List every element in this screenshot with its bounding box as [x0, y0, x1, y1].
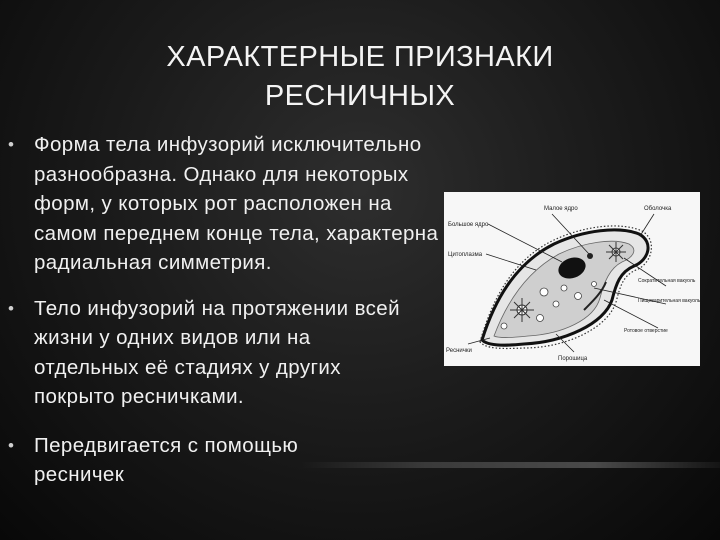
bullet-list — [0, 130, 440, 490]
label-contractile-vacuole: Сократительная вакуоль — [638, 278, 696, 284]
label-powder: Порошица — [558, 356, 588, 362]
label-cilia: Реснички — [446, 348, 472, 354]
footer-divider — [300, 462, 720, 468]
micronucleus — [587, 253, 593, 259]
bullet-item-1 — [0, 130, 444, 278]
paramecium-diagram — [444, 192, 700, 366]
bullet-text: Форма тела инфузорий исключительно разнообразна. Однако для некоторых форм, у которых рот расположен на самом переднем конце тела, характерна радиальная симметрия. — [34, 133, 439, 274]
label-digestive-vacuole: Пищеварительная вакуоль — [638, 298, 700, 304]
paramecium-drawing — [444, 192, 700, 366]
bullet-marker: • — [8, 298, 15, 318]
label-small-nucleus: Малое ядро — [544, 206, 578, 212]
slide-title — [60, 38, 660, 116]
bullet-marker: • — [8, 435, 15, 455]
bullet-item-3 — [0, 431, 394, 490]
bullet-marker: • — [8, 135, 15, 154]
bullet-item-2 — [0, 294, 414, 412]
label-large-nucleus: Большое ядро — [448, 222, 489, 228]
label-cytoplasm: Цитоплазма — [448, 252, 483, 258]
label-mouth: Ротовое отверстие — [624, 328, 668, 334]
slide-title-line-2: РЕСНИЧНЫХ — [264, 80, 456, 112]
slide-title-line-1: ХАРАКТЕРНЫЕ ПРИЗНАКИ — [166, 41, 554, 73]
contractile-vacuole-front — [606, 242, 626, 262]
bullet-text: Передвигается с помощью ресничек — [34, 433, 299, 486]
label-pellicle: Оболочка — [644, 206, 672, 212]
bullet-text: Тело инфузорий на протяжении всей жизни у одних видов или на отдельных её стадиях у других покрыто ресничками. — [34, 296, 400, 408]
